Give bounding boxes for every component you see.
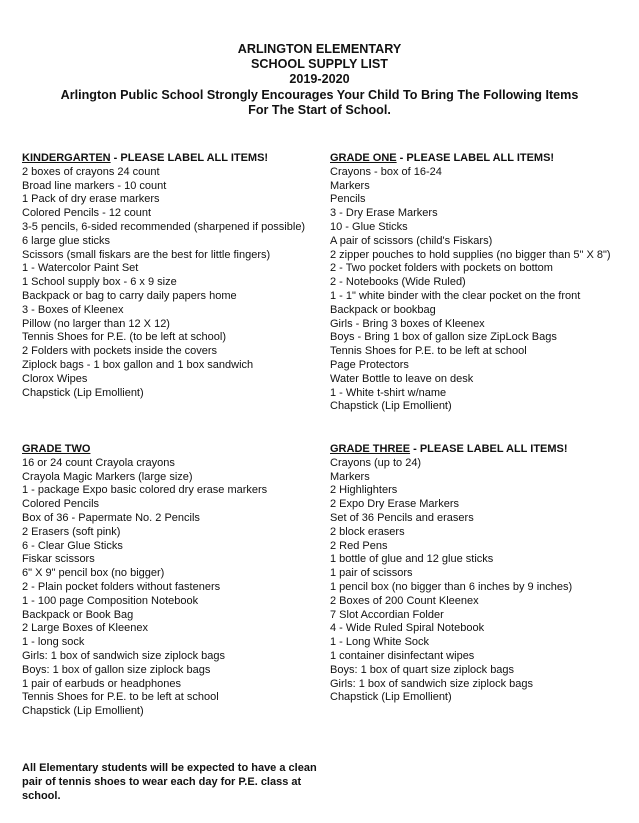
list-item: 1 container disinfectant wipes xyxy=(330,649,475,662)
list-item: Water Bottle to leave on desk xyxy=(330,372,474,385)
list-item: 3 - Dry Erase Markers xyxy=(330,207,438,220)
section-name: GRADE TWO xyxy=(22,443,91,455)
list-item: 6 - Clear Glue Sticks xyxy=(22,539,123,552)
list-item: Backpack or Book Bag xyxy=(22,608,134,621)
intro-line-1: Arlington Public School Strongly Encourages Your Child To Bring The Following Items xyxy=(60,87,579,102)
list-item: 2 Highlighters xyxy=(330,484,398,497)
list-item: 3 - Boxes of Kleenex xyxy=(22,303,124,316)
list-item: Colored Pencils - 12 count xyxy=(22,207,152,220)
list-item: Crayola Magic Markers (large size) xyxy=(22,470,193,483)
list-item: 1 - long sock xyxy=(22,636,85,649)
list-item: 2 - Plain pocket folders without fasteners xyxy=(22,580,221,593)
section-title xyxy=(330,443,630,457)
list-item: Markers xyxy=(330,179,370,192)
list-item: 10 - Glue Sticks xyxy=(330,220,408,233)
list-item: 16 or 24 count Crayola crayons xyxy=(22,456,175,469)
list-item: Boys: 1 box of quart size ziplock bags xyxy=(330,663,515,676)
list-item: 6 large glue sticks xyxy=(22,234,111,247)
list-item: 1 pencil box (no bigger than 6 inches by 9 inches) xyxy=(330,580,573,593)
list-item: 1 - 1" white binder with the clear pocket on the front xyxy=(330,289,581,302)
list-item: 1 School supply box - 6 x 9 size xyxy=(22,276,177,289)
list-item: Scissors (small fiskars are the best for little fingers) xyxy=(22,248,271,261)
section-note: - PLEASE LABEL ALL ITEMS! xyxy=(410,443,568,455)
list-item: 1 bottle of glue and 12 glue sticks xyxy=(330,553,494,566)
section-title xyxy=(22,152,322,166)
list-item: 7 Slot Accordian Folder xyxy=(330,608,444,621)
section-title xyxy=(22,443,322,457)
list-item: 1 Pack of dry erase markers xyxy=(22,193,160,206)
list-item: 1 pair of scissors xyxy=(330,567,413,580)
list-item: 4 - Wide Ruled Spiral Notebook xyxy=(330,622,485,635)
section-note: - PLEASE LABEL ALL ITEMS! xyxy=(110,152,269,164)
list-item: Backpack or bag to carry daily papers home xyxy=(22,289,237,302)
supply-list xyxy=(22,457,322,719)
list-item: Chapstick (Lip Emollient) xyxy=(22,705,144,718)
list-item: 2 - Two pocket folders with pockets on bottom xyxy=(330,262,553,275)
section-name: KINDERGARTEN xyxy=(22,152,111,164)
list-item: A pair of scissors (child's Fiskars) xyxy=(330,234,493,247)
list-item: Ziplock bags - 1 box gallon and 1 box sandwich xyxy=(22,358,254,371)
section-kindergarten xyxy=(22,152,322,400)
section-grade-one xyxy=(330,152,630,414)
section-grade-three xyxy=(330,443,630,705)
section-grade-two xyxy=(22,443,322,719)
list-item: 1 - 100 page Composition Notebook xyxy=(22,594,199,607)
list-item: Set of 36 Pencils and erasers xyxy=(330,511,474,524)
list-item: Tennis Shoes for P.E. to be left at school xyxy=(22,691,219,704)
list-item: 1 - White t-shirt w/name xyxy=(330,386,447,399)
list-item: 2 Expo Dry Erase Markers xyxy=(330,498,459,511)
list-item: Tennis Shoes for P.E. (to be left at school) xyxy=(22,331,227,344)
list-item: Boys - Bring 1 box of gallon size ZipLock Bags xyxy=(330,331,557,344)
list-item: 3-5 pencils, 6-sided recommended (sharpened if possible) xyxy=(22,220,306,233)
list-item: Markers xyxy=(330,470,370,483)
supply-list xyxy=(330,166,630,414)
document-title: SCHOOL SUPPLY LIST xyxy=(251,57,388,72)
list-item: 2 - Notebooks (Wide Ruled) xyxy=(330,276,466,289)
list-item: Crayons (up to 24) xyxy=(330,456,422,469)
list-item: 6" X 9" pencil box (no bigger) xyxy=(22,567,165,580)
list-item: 2 block erasers xyxy=(330,525,405,538)
list-item: 2 zipper pouches to hold supplies (no bigger than 5" X 8") xyxy=(330,248,611,261)
list-item: Pillow (no larger than 12 X 12) xyxy=(22,317,170,330)
school-name: ARLINGTON ELEMENTARY xyxy=(237,42,402,56)
document-header xyxy=(0,42,639,118)
list-item: Clorox Wipes xyxy=(22,372,88,385)
list-item: Broad line markers - 10 count xyxy=(22,179,167,192)
list-item: Girls: 1 box of sandwich size ziplock bags xyxy=(330,677,533,690)
section-name: GRADE ONE xyxy=(330,152,397,164)
list-item: 1 pair of earbuds or headphones xyxy=(22,677,182,690)
list-item: Pencils xyxy=(330,193,366,206)
list-item: Page Protectors xyxy=(330,358,409,371)
list-item: Girls: 1 box of sandwich size ziplock bags xyxy=(22,649,225,662)
list-item: Chapstick (Lip Emollient) xyxy=(330,400,452,413)
tennis-shoes-note: All Elementary students will be expected to have a clean pair of tennis shoes to wear each day for P.E. class at school. xyxy=(22,762,317,802)
list-item: Girls - Bring 3 boxes of Kleenex xyxy=(330,317,485,330)
list-item: 2 Red Pens xyxy=(330,539,388,552)
school-year: 2019-2020 xyxy=(289,72,350,87)
list-item: 2 Boxes of 200 Count Kleenex xyxy=(330,594,479,607)
list-item: 1 - package Expo basic colored dry erase markers xyxy=(22,484,268,497)
list-item: Crayons - box of 16-24 xyxy=(330,165,442,178)
list-item: Chapstick (Lip Emollient) xyxy=(330,691,452,704)
list-item: 2 boxes of crayons 24 count xyxy=(22,165,160,178)
section-note: - PLEASE LABEL ALL ITEMS! xyxy=(396,152,555,164)
list-item: Colored Pencils xyxy=(22,498,100,511)
section-name: GRADE THREE xyxy=(330,443,411,455)
list-item: Backpack or bookbag xyxy=(330,303,436,316)
list-item: 2 Large Boxes of Kleenex xyxy=(22,622,148,635)
intro-line-2: For The Start of School. xyxy=(248,102,391,117)
list-item: Box of 36 - Papermate No. 2 Pencils xyxy=(22,511,200,524)
list-item: Boys: 1 box of gallon size ziplock bags xyxy=(22,663,211,676)
list-item: 2 Erasers (soft pink) xyxy=(22,525,121,538)
list-item: Fiskar scissors xyxy=(22,553,95,566)
supply-list xyxy=(330,457,630,705)
list-item: Tennis Shoes for P.E. to be left at school xyxy=(330,345,527,358)
list-item: 1 - Watercolor Paint Set xyxy=(22,262,139,275)
section-title xyxy=(330,152,630,166)
list-item: 2 Folders with pockets inside the covers xyxy=(22,345,218,358)
list-item: Chapstick (Lip Emollient) xyxy=(22,386,144,399)
supply-list xyxy=(22,166,322,401)
list-item: 1 - Long White Sock xyxy=(330,636,430,649)
